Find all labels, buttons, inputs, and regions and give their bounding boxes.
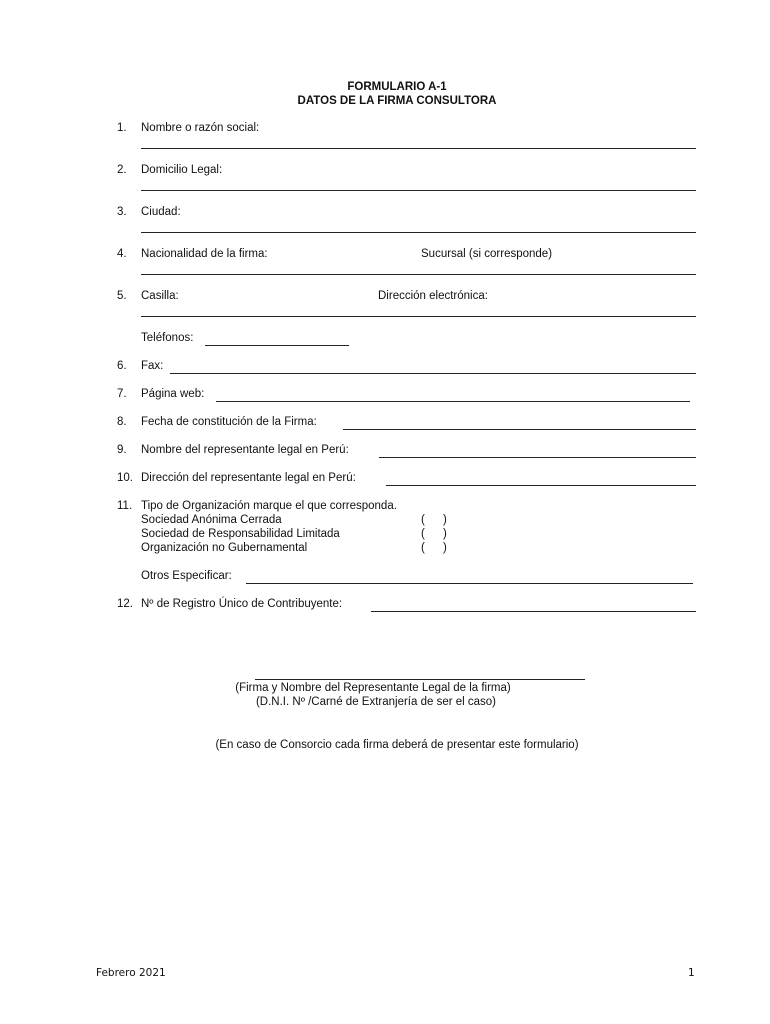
item-number: 3. bbox=[117, 206, 127, 218]
label-ciudad: Ciudad: bbox=[141, 206, 181, 218]
label-fax: Fax: bbox=[141, 360, 164, 372]
label-otros-especificar: Otros Especificar: bbox=[141, 570, 232, 582]
field-nombre-razon-social[interactable] bbox=[141, 148, 696, 149]
item-number: 10. bbox=[117, 472, 133, 484]
field-otros-especificar[interactable] bbox=[246, 583, 693, 584]
label-casilla: Casilla: bbox=[141, 290, 179, 302]
label-fecha-constitucion: Fecha de constitución de la Firma: bbox=[141, 416, 317, 428]
field-direccion-representante[interactable] bbox=[386, 485, 696, 486]
checkbox-close: ) bbox=[443, 542, 447, 554]
option-label: Sociedad Anónima Cerrada bbox=[141, 514, 282, 526]
item-number: 1. bbox=[117, 122, 127, 134]
field-fax[interactable] bbox=[170, 373, 696, 374]
field-casilla-direccion[interactable] bbox=[141, 316, 696, 317]
checkbox-open: ( bbox=[421, 528, 425, 540]
page-number: 1 bbox=[688, 967, 695, 979]
item-number: 12. bbox=[117, 598, 133, 610]
signature-caption: (Firma y Nombre del Representante Legal de la firma) bbox=[235, 682, 511, 694]
field-domicilio-legal[interactable] bbox=[141, 190, 696, 191]
option-organizacion-no-gubernamental[interactable] bbox=[141, 542, 461, 554]
item-number: 7. bbox=[117, 388, 127, 400]
label-ruc: Nº de Registro Único de Contribuyente: bbox=[141, 598, 343, 610]
label-telefonos: Teléfonos: bbox=[141, 332, 194, 344]
label-nacionalidad: Nacionalidad de la firma: bbox=[141, 248, 268, 260]
form-title: FORMULARIO A-1 bbox=[347, 81, 447, 93]
item-number: 4. bbox=[117, 248, 127, 260]
checkbox-close: ) bbox=[443, 528, 447, 540]
option-label: Organización no Gubernamental bbox=[141, 542, 308, 554]
label-sucursal: Sucursal (si corresponde) bbox=[421, 248, 553, 260]
label-tipo-organizacion: Tipo de Organización marque el que corresponda. bbox=[141, 500, 397, 512]
item-number: 2. bbox=[117, 164, 127, 176]
label-nombre-razon-social: Nombre o razón social: bbox=[141, 122, 260, 134]
checkbox-open: ( bbox=[421, 514, 425, 526]
item-number: 8. bbox=[117, 416, 127, 428]
item-number: 6. bbox=[117, 360, 127, 372]
label-domicilio-legal: Domicilio Legal: bbox=[141, 164, 223, 176]
option-sociedad-anonima-cerrada[interactable] bbox=[141, 514, 461, 526]
consortium-note: (En caso de Consorcio cada firma deberá de presentar este formulario) bbox=[215, 739, 579, 751]
option-sociedad-responsabilidad-limitada[interactable] bbox=[141, 528, 461, 540]
checkbox-close: ) bbox=[443, 514, 447, 526]
checkbox-open: ( bbox=[421, 542, 425, 554]
form-subtitle: DATOS DE LA FIRMA CONSULTORA bbox=[297, 95, 497, 107]
field-pagina-web[interactable] bbox=[216, 401, 690, 402]
field-nacionalidad-sucursal[interactable] bbox=[141, 274, 696, 275]
label-nombre-representante: Nombre del representante legal en Perú: bbox=[141, 444, 349, 456]
label-direccion-representante: Dirección del representante legal en Perú: bbox=[141, 472, 356, 484]
field-nombre-representante[interactable] bbox=[379, 457, 696, 458]
footer-date: Febrero 2021 bbox=[96, 967, 166, 979]
item-number: 11. bbox=[117, 500, 133, 512]
field-ruc[interactable] bbox=[371, 611, 696, 612]
item-number: 5. bbox=[117, 290, 127, 302]
signature-id-caption: (D.N.I. Nº /Carné de Extranjería de ser el caso) bbox=[255, 696, 497, 708]
field-telefonos[interactable] bbox=[205, 345, 349, 346]
label-direccion-electronica: Dirección electrónica: bbox=[378, 290, 488, 302]
field-fecha-constitucion[interactable] bbox=[343, 429, 696, 430]
option-label: Sociedad de Responsabilidad Limitada bbox=[141, 528, 340, 540]
field-ciudad[interactable] bbox=[141, 232, 696, 233]
label-pagina-web: Página web: bbox=[141, 388, 205, 400]
item-number: 9. bbox=[117, 444, 127, 456]
signature-line[interactable] bbox=[255, 679, 585, 680]
